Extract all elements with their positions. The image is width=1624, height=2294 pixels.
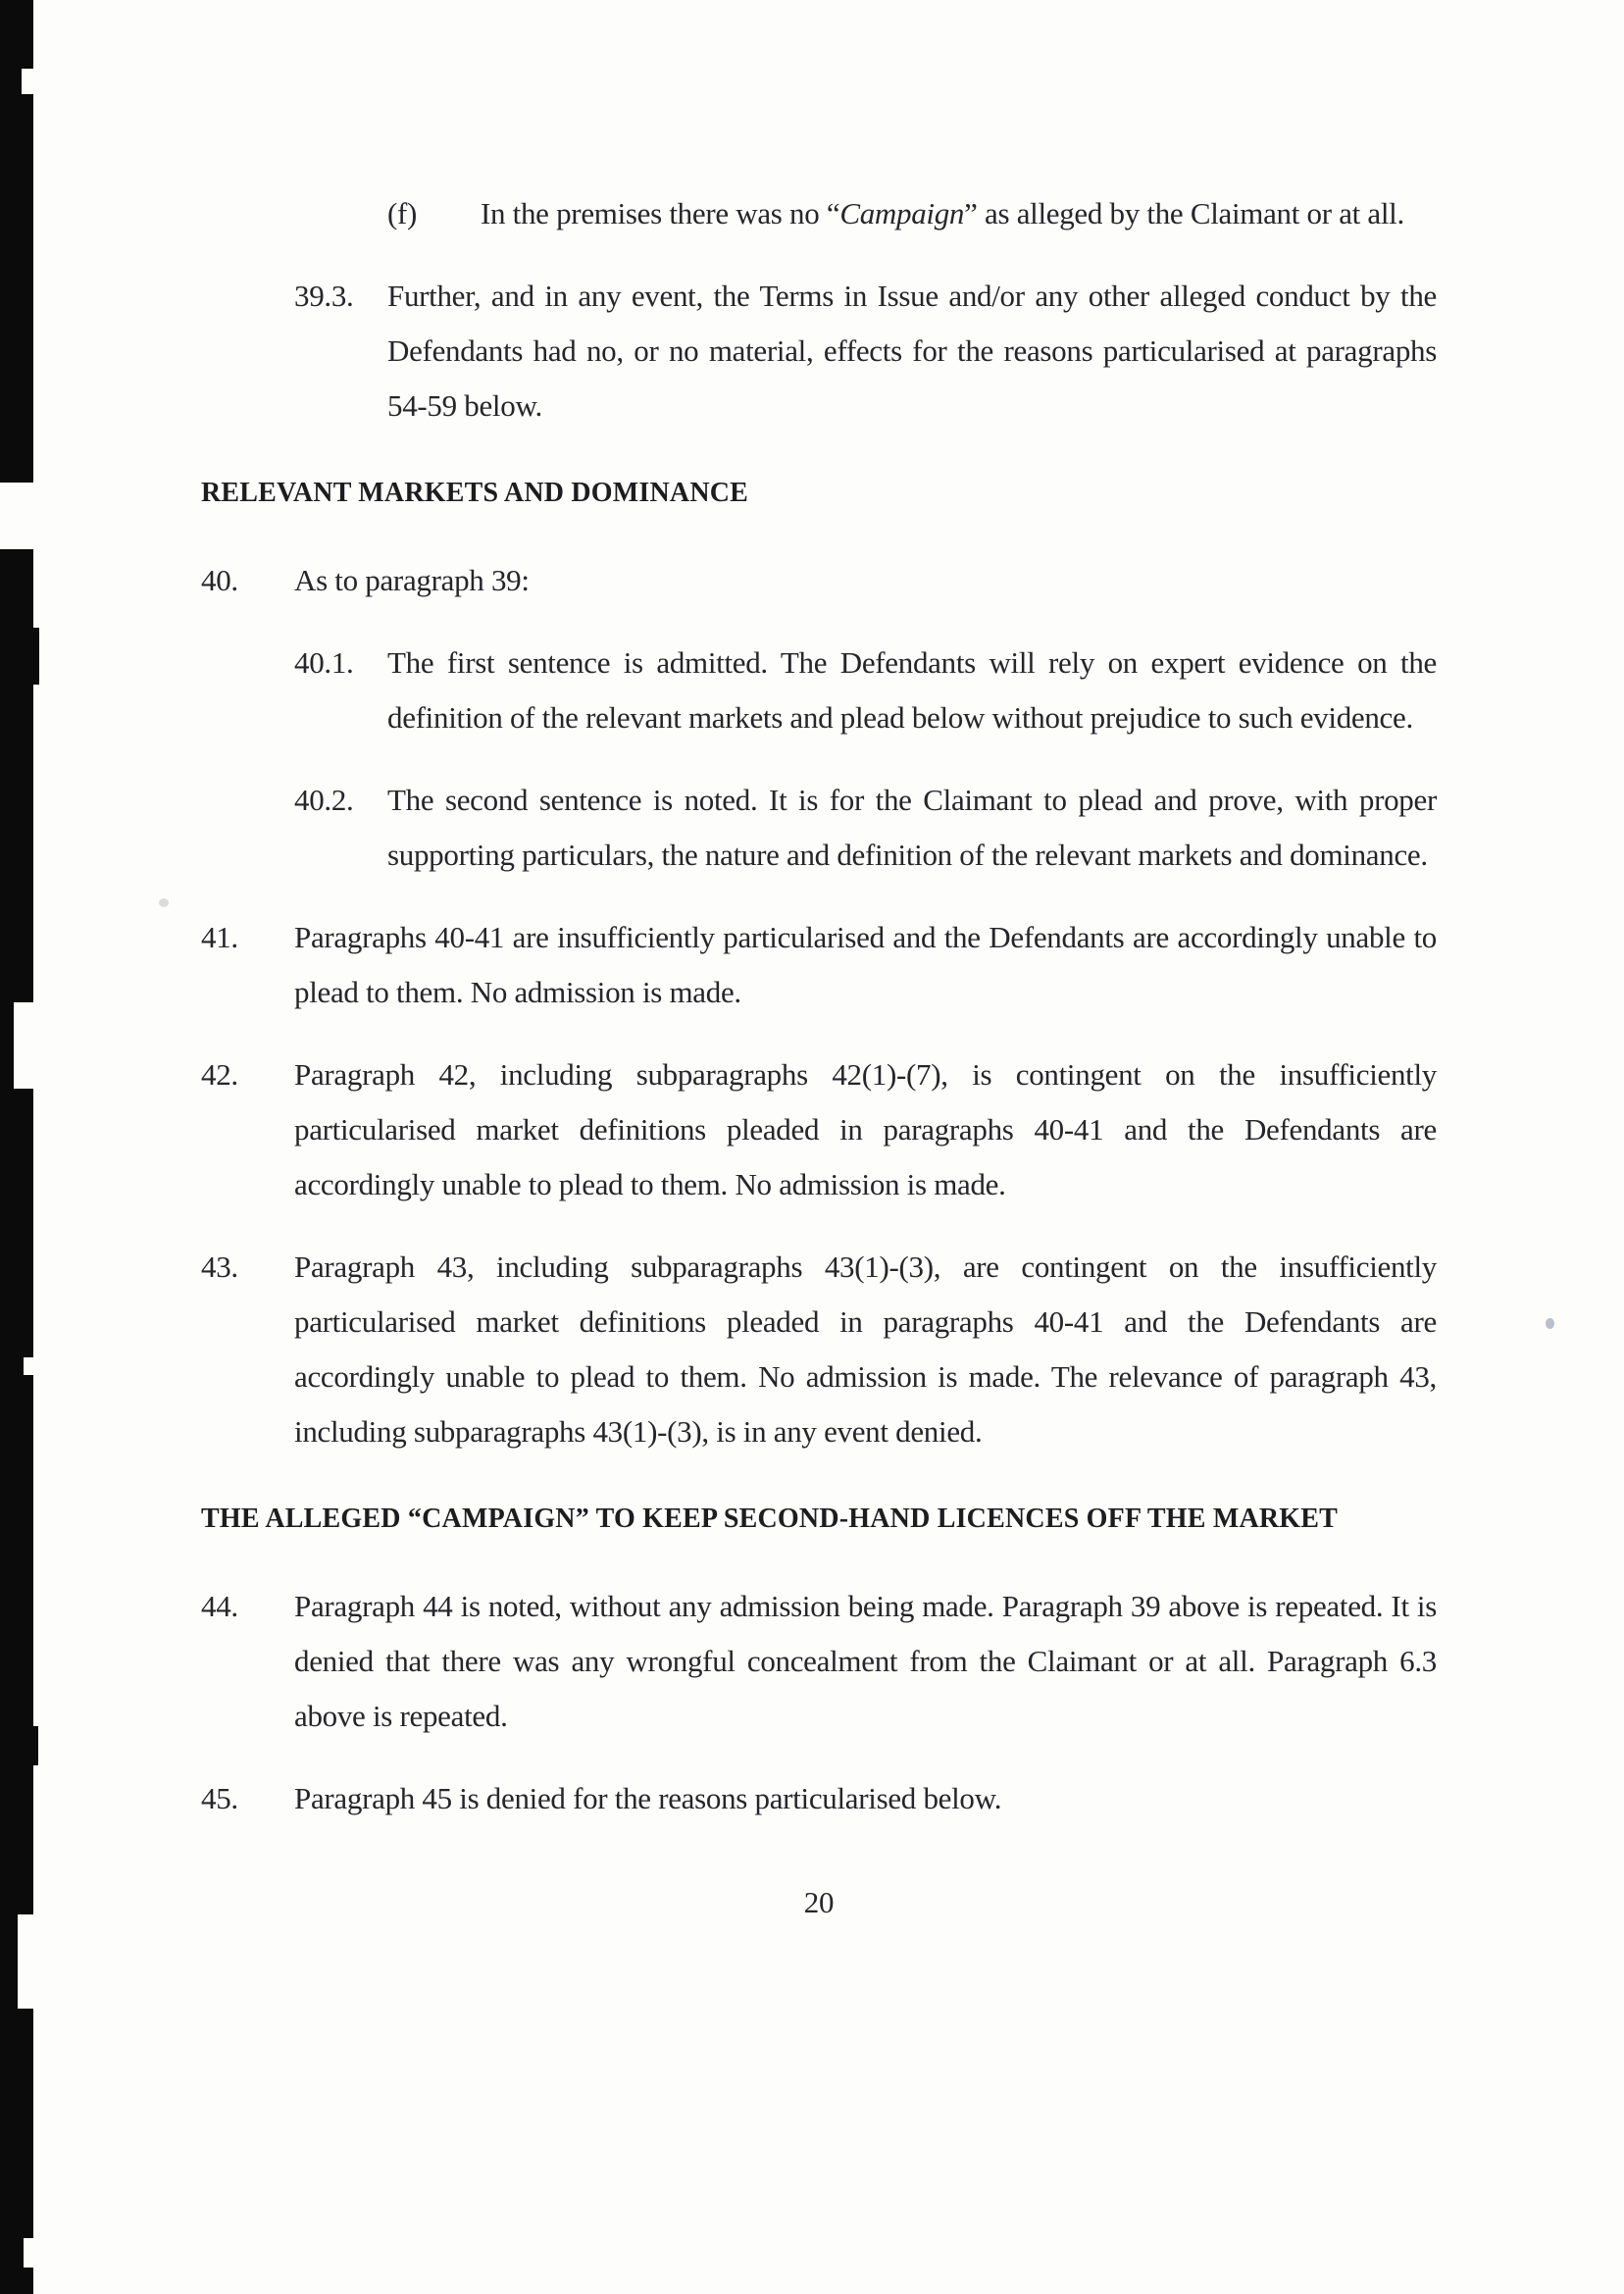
item-marker: 40.	[201, 563, 238, 597]
list-item-39-3	[294, 269, 1437, 433]
item-marker: (f)	[387, 196, 418, 230]
section-heading-relevant-markets: RELEVANT MARKETS AND DOMINANCE	[201, 478, 749, 508]
text-run: In the premises there was no “	[481, 196, 840, 230]
scan-artifact-nub	[33, 1726, 38, 1765]
section-heading-alleged-campaign: THE ALLEGED “CAMPAIGN” TO KEEP SECOND-HAND LICENCES OFF THE MARKET	[201, 1504, 1339, 1534]
scan-artifact-nub	[33, 628, 39, 685]
item-text: As to paragraph 39:	[294, 563, 530, 597]
scan-speck	[159, 898, 169, 907]
scan-artifact-notch	[24, 2238, 33, 2268]
item-text: The second sentence is noted. It is for the Claimant to plead and prove, with proper supporting particulars, the nature and definition of the relevant markets and dominance.	[387, 783, 1437, 872]
item-text	[481, 186, 1437, 241]
item-marker: 45.	[201, 1781, 238, 1815]
list-item-42	[201, 1047, 1437, 1212]
scan-artifact-notch	[0, 483, 33, 549]
item-marker: 41.	[201, 920, 238, 954]
item-marker: 42.	[201, 1057, 238, 1092]
item-marker: 39.3.	[294, 279, 354, 313]
list-item-40-2	[294, 773, 1437, 883]
item-text: Paragraph 44 is noted, without any admission being made. Paragraph 39 above is repeated. It is denied that there was any wrongful concealment from the Claimant or at all. Paragraph 6.3 above is repeated.	[294, 1589, 1437, 1733]
list-item-f	[387, 186, 1437, 241]
item-marker: 40.2.	[294, 783, 354, 817]
item-marker: 44.	[201, 1589, 238, 1623]
text-run-italic: Campaign	[839, 196, 965, 230]
scanner-edge-artifact	[0, 0, 33, 2294]
item-text: Paragraph 43, including subparagraphs 43(1)-(3), are contingent on the insufficiently particularised market definitions pleaded in paragraphs 40-41 and the Defendants are accordingly unable to plead to them. No admission is made. The relevance of paragraph 43, including subparagraphs 43(1)-(3), is in any event denied.	[294, 1249, 1437, 1449]
item-text: Paragraph 45 is denied for the reasons particularised below.	[294, 1781, 1002, 1815]
scan-artifact-notch	[22, 69, 33, 94]
list-item-45	[201, 1771, 1437, 1826]
list-item-43	[201, 1240, 1437, 1459]
list-item-41	[201, 910, 1437, 1020]
scan-artifact-notch	[14, 1002, 33, 1089]
item-text: The first sentence is admitted. The Defendants will rely on expert evidence on the definition of the relevant markets and plead below without prejudice to such evidence.	[387, 645, 1437, 735]
item-text: Further, and in any event, the Terms in Issue and/or any other alleged conduct by the Defendants had no, or no material, effects for the reasons particularised at paragraphs 54-59 below.	[387, 279, 1437, 423]
item-text: Paragraphs 40-41 are insufficiently particularised and the Defendants are accordingly unable to plead to them. No admission is made.	[294, 920, 1437, 1009]
scan-artifact-notch	[24, 1357, 33, 1375]
list-item-40	[201, 553, 1437, 608]
list-item-44	[201, 1579, 1437, 1744]
text-run: ” as alleged by the Claimant or at all.	[964, 196, 1404, 230]
item-marker: 43.	[201, 1249, 238, 1284]
scan-speck	[1546, 1318, 1554, 1329]
document-body	[201, 186, 1437, 1930]
list-item-40-1	[294, 636, 1437, 745]
page-number: 20	[803, 1885, 835, 1919]
item-text: Paragraph 42, including subparagraphs 42(1)-(7), is contingent on the insufficiently particularised market definitions pleaded in paragraphs 40-41 and the Defendants are accordingly unable to plead to them. No admission is made.	[294, 1057, 1437, 1201]
item-marker: 40.1.	[294, 645, 354, 680]
scan-artifact-notch	[18, 1914, 33, 2009]
